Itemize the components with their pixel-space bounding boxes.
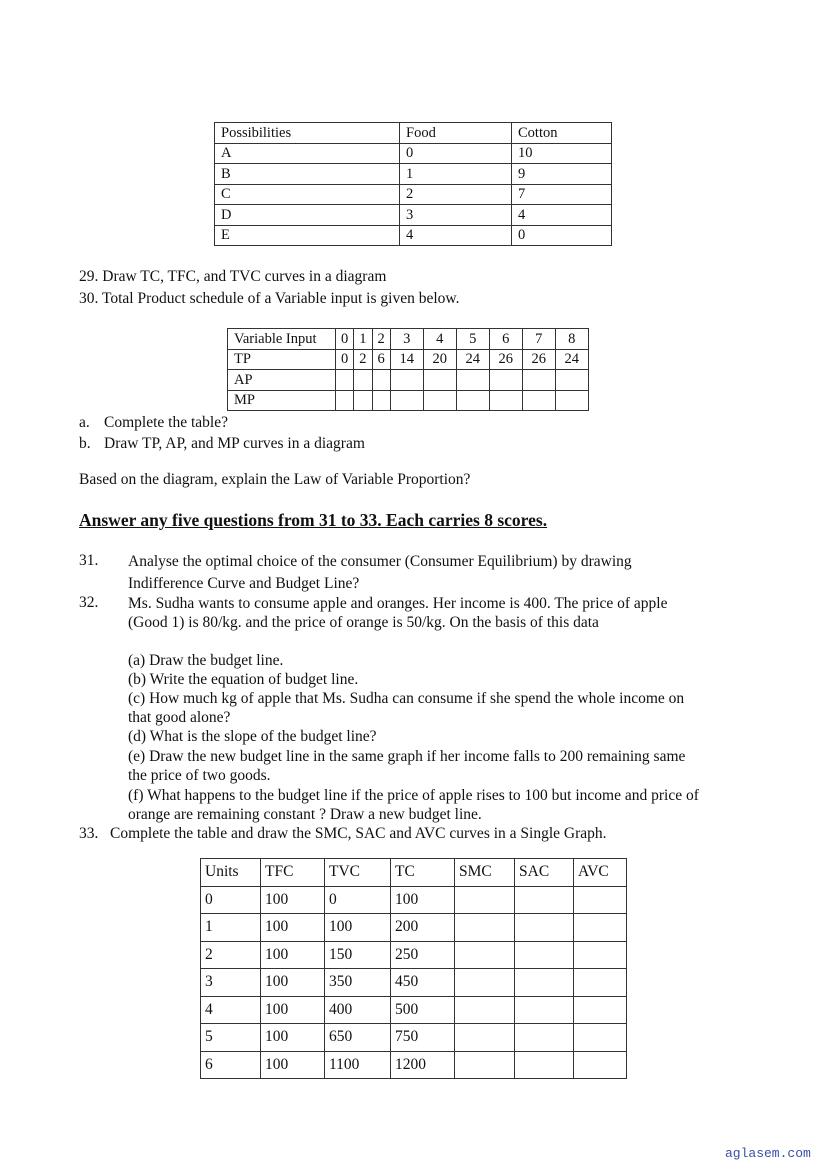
table-row: [215, 164, 612, 185]
table-cell: [390, 390, 423, 411]
table-cell: [456, 390, 489, 411]
table-cell: [455, 914, 515, 942]
table-cell: 100: [261, 969, 325, 997]
question-number: 32.: [79, 594, 99, 611]
table-cell: [515, 1024, 574, 1052]
question-number: 31.: [79, 552, 99, 569]
table-row: [215, 143, 612, 164]
table-cell: 2: [354, 349, 372, 370]
question-32-part: (d) What is the slope of the budget line?: [128, 728, 377, 745]
table-cell: 200: [391, 914, 455, 942]
table-row: [201, 1024, 627, 1052]
table-cell: 1100: [325, 1051, 391, 1079]
table-cell: 2: [400, 184, 512, 205]
table-header-row: [215, 123, 612, 144]
table-cell: [423, 370, 456, 391]
table-cell: 0: [400, 143, 512, 164]
table-row: [215, 205, 612, 226]
table-cell: 1: [201, 914, 261, 942]
table-cell: [489, 390, 522, 411]
table-cell: 1: [354, 329, 372, 350]
table-cell: 0: [336, 349, 354, 370]
table-cell: 100: [261, 1024, 325, 1052]
question-33: 33. Complete the table and draw the SMC, SAC and AVC curves in a Single Graph.: [79, 825, 607, 842]
table-cell: [456, 370, 489, 391]
table-cell: 100: [261, 1051, 325, 1079]
question-30: 30. Total Product schedule of a Variable input is given below.: [79, 290, 460, 307]
table-cell: [455, 1024, 515, 1052]
table-header-cell: Food: [400, 123, 512, 144]
table-cell: 100: [261, 941, 325, 969]
table-cell: 100: [261, 996, 325, 1024]
table-cell: 100: [261, 914, 325, 942]
table-row: [201, 996, 627, 1024]
table-cell: 24: [555, 349, 588, 370]
table-cell: 450: [391, 969, 455, 997]
table-cell: [336, 390, 354, 411]
table-cell: 400: [325, 996, 391, 1024]
table-cell: [515, 886, 574, 914]
table-cell: 250: [391, 941, 455, 969]
table-row: [201, 914, 627, 942]
table-row: [228, 329, 589, 350]
table-cell: 1: [400, 164, 512, 185]
table-cell: [574, 969, 627, 997]
table-cell: 9: [512, 164, 612, 185]
table-cell: 8: [555, 329, 588, 350]
table-cell: 6: [372, 349, 390, 370]
table-cell: 750: [391, 1024, 455, 1052]
table-cell: 14: [390, 349, 423, 370]
table-cell: 5: [201, 1024, 261, 1052]
table-cell: 150: [325, 941, 391, 969]
question-32-part: (e) Draw the new budget line in the same graph if her income falls to 200 remaining same: [128, 748, 686, 765]
table-header-cell: Units: [201, 859, 261, 887]
possibilities-table: [214, 122, 612, 246]
table-header-cell: Cotton: [512, 123, 612, 144]
table-cell: 3: [201, 969, 261, 997]
q30-part-b: [79, 434, 365, 453]
table-cell: [455, 969, 515, 997]
question-29: 29. Draw TC, TFC, and TVC curves in a diagram: [79, 268, 387, 285]
table-header-cell: Possibilities: [215, 123, 400, 144]
table-cell: 24: [456, 349, 489, 370]
table-header-cell: AVC: [574, 859, 627, 887]
table-cell: 2: [201, 941, 261, 969]
table-row: [201, 941, 627, 969]
table-row: [228, 370, 589, 391]
table-cell: [390, 370, 423, 391]
table-cell: 7: [512, 184, 612, 205]
table-header-cell: TFC: [261, 859, 325, 887]
table-header-cell: SMC: [455, 859, 515, 887]
table-cell: E: [215, 225, 400, 246]
table-cell: [515, 1051, 574, 1079]
table-cell: [574, 1051, 627, 1079]
table-row: [201, 969, 627, 997]
table-cell: [455, 886, 515, 914]
table-cell: 4: [423, 329, 456, 350]
table-cell: 4: [201, 996, 261, 1024]
table-cell: [574, 996, 627, 1024]
table-row: [201, 886, 627, 914]
table-cell: [372, 390, 390, 411]
part-label: a.: [79, 414, 90, 431]
question-32-part: (f) What happens to the budget line if the price of apple rises to 100 but income and price of: [128, 787, 699, 804]
table-cell: [574, 941, 627, 969]
table-cell: A: [215, 143, 400, 164]
table-cell: 2: [372, 329, 390, 350]
table-row: [228, 390, 589, 411]
table-cell: 26: [489, 349, 522, 370]
table-cell: 4: [512, 205, 612, 226]
table-header-cell: TC: [391, 859, 455, 887]
table-cell: [515, 914, 574, 942]
q30-part-a: [79, 413, 228, 432]
table-cell: 100: [261, 886, 325, 914]
table-cell: [455, 996, 515, 1024]
table-row: [201, 1051, 627, 1079]
table-cell: 0: [201, 886, 261, 914]
question-32-part: the price of two goods.: [128, 767, 271, 784]
table-cell: [522, 390, 555, 411]
table-cell: [354, 390, 372, 411]
table-cell: [336, 370, 354, 391]
table-cell: [354, 370, 372, 391]
table-cell: [574, 886, 627, 914]
table-cell: [515, 969, 574, 997]
table-cell: D: [215, 205, 400, 226]
question-31-line: Analyse the optimal choice of the consumer (Consumer Equilibrium) by drawing: [128, 553, 632, 570]
table-cell: AP: [228, 370, 336, 391]
section-heading: Answer any five questions from 31 to 33. Each carries 8 scores.: [79, 510, 548, 530]
table-cell: [522, 370, 555, 391]
cost-table: [200, 858, 627, 1079]
part-text: Complete the table?: [104, 414, 228, 431]
table-cell: Variable Input: [228, 329, 336, 350]
table-cell: 100: [391, 886, 455, 914]
table-cell: 5: [456, 329, 489, 350]
question-32-line: (Good 1) is 80/kg. and the price of orange is 50/kg. On the basis of this data: [128, 614, 599, 631]
table-cell: 6: [201, 1051, 261, 1079]
table-cell: [555, 390, 588, 411]
table-cell: 500: [391, 996, 455, 1024]
question-32-part: (b) Write the equation of budget line.: [128, 671, 359, 688]
table-cell: 0: [325, 886, 391, 914]
question-32-part: orange are remaining constant ? Draw a new budget line.: [128, 806, 482, 823]
question-32-part: that good alone?: [128, 709, 231, 726]
table-cell: 20: [423, 349, 456, 370]
question-31-line: Indifference Curve and Budget Line?: [128, 575, 360, 592]
table-row: [215, 184, 612, 205]
table-header-cell: TVC: [325, 859, 391, 887]
table-cell: 3: [400, 205, 512, 226]
part-text: Draw TP, AP, and MP curves in a diagram: [104, 435, 365, 452]
table-cell: 0: [512, 225, 612, 246]
table-cell: [574, 1024, 627, 1052]
table-header-row: [201, 859, 627, 887]
table-cell: 7: [522, 329, 555, 350]
table-cell: TP: [228, 349, 336, 370]
table-cell: [574, 914, 627, 942]
table-header-cell: SAC: [515, 859, 574, 887]
table-cell: 10: [512, 143, 612, 164]
table-cell: [555, 370, 588, 391]
table-cell: [455, 941, 515, 969]
table-cell: C: [215, 184, 400, 205]
watermark-link[interactable]: aglasem.com: [725, 1146, 811, 1161]
question-32-part: (a) Draw the budget line.: [128, 652, 284, 669]
table-cell: [455, 1051, 515, 1079]
table-cell: 3: [390, 329, 423, 350]
table-cell: 1200: [391, 1051, 455, 1079]
table-cell: 26: [522, 349, 555, 370]
table-cell: 350: [325, 969, 391, 997]
question-32-part: (c) How much kg of apple that Ms. Sudha can consume if she spend the whole income on: [128, 690, 685, 707]
table-cell: [489, 370, 522, 391]
table-cell: 4: [400, 225, 512, 246]
table-cell: [515, 996, 574, 1024]
table-cell: 100: [325, 914, 391, 942]
total-product-table: [227, 328, 589, 411]
table-row: [215, 225, 612, 246]
table-cell: MP: [228, 390, 336, 411]
part-label: b.: [79, 435, 91, 452]
table-cell: [423, 390, 456, 411]
table-cell: [515, 941, 574, 969]
table-cell: 0: [336, 329, 354, 350]
q30-followup: Based on the diagram, explain the Law of Variable Proportion?: [79, 471, 471, 488]
question-32-line: Ms. Sudha wants to consume apple and oranges. Her income is 400. The price of apple: [128, 595, 668, 612]
table-cell: 650: [325, 1024, 391, 1052]
table-cell: B: [215, 164, 400, 185]
table-cell: [372, 370, 390, 391]
table-cell: 6: [489, 329, 522, 350]
table-row: [228, 349, 589, 370]
